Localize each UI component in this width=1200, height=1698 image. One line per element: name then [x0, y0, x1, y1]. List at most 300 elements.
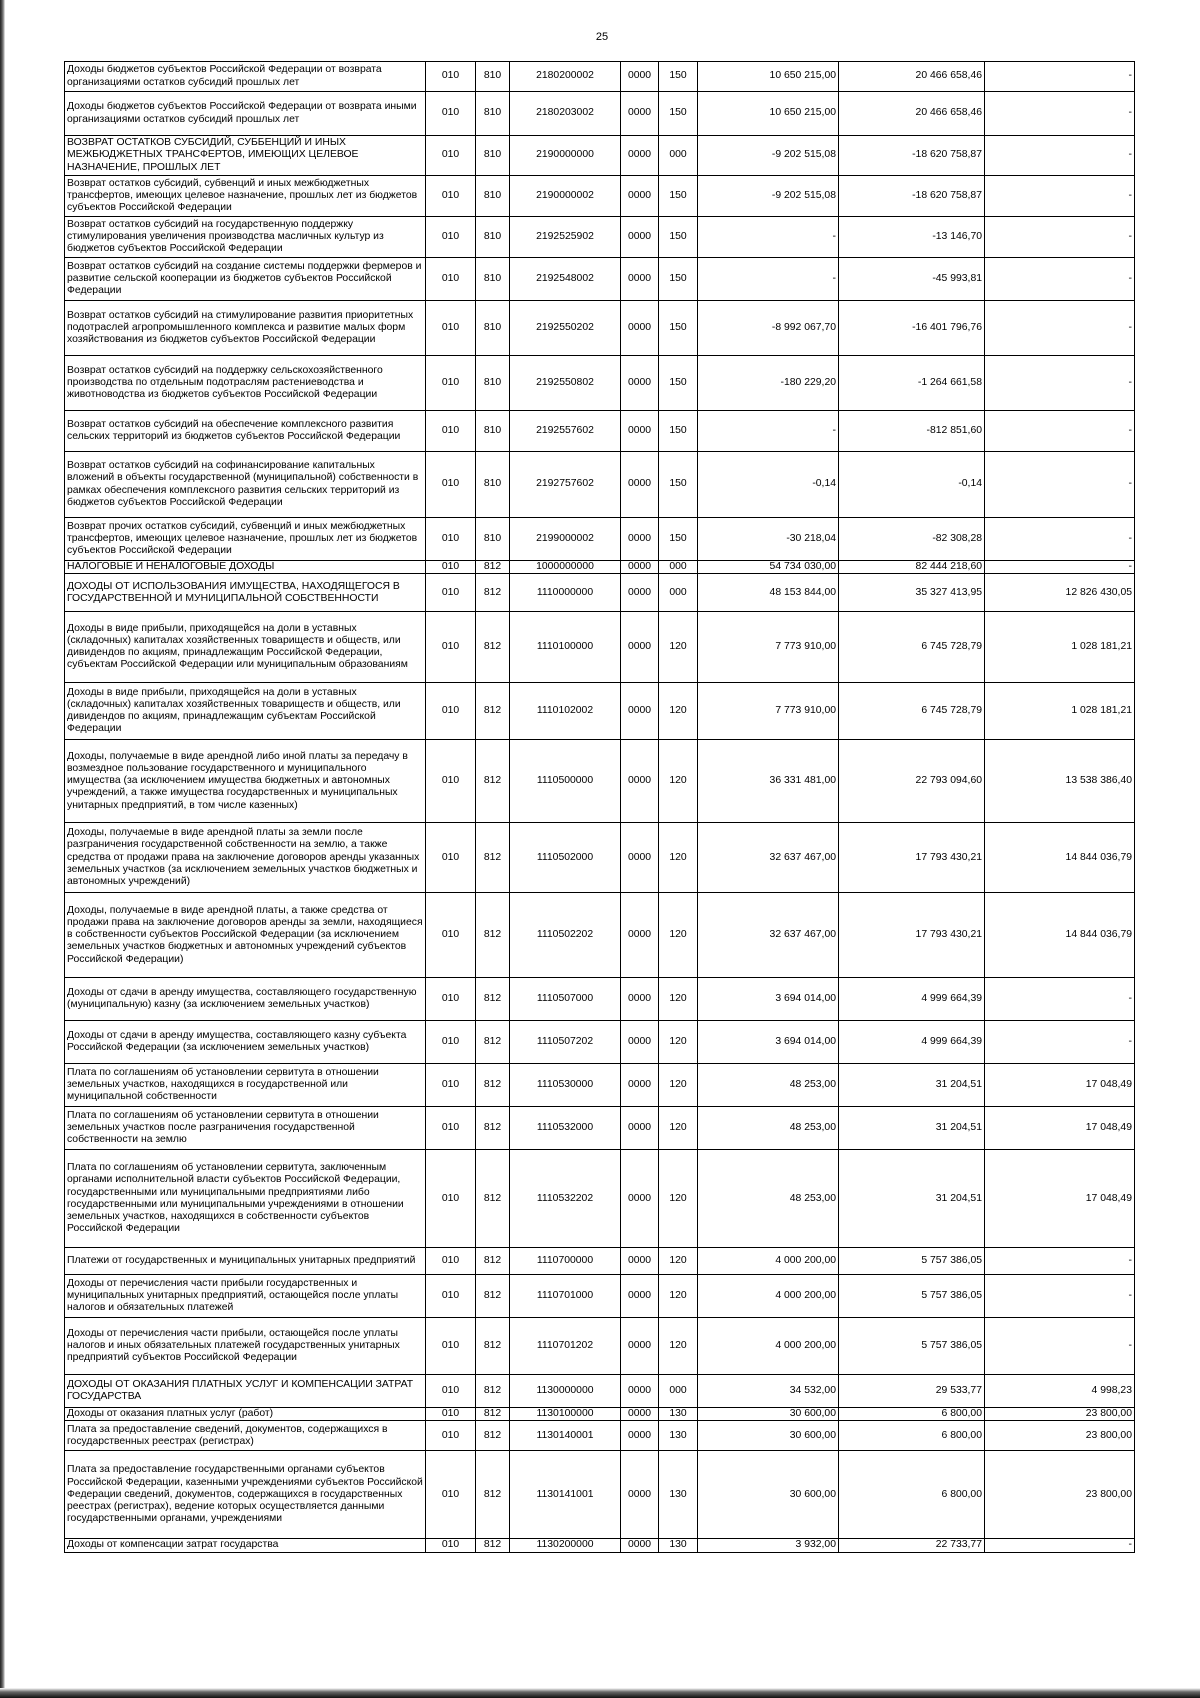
row-code-1: 010 [426, 1408, 476, 1421]
row-code-1: 010 [426, 136, 476, 176]
table-row [65, 1421, 1135, 1451]
table-row [65, 978, 1135, 1021]
row-code-3: 1110532202 [510, 1150, 621, 1248]
row-value-1: 48 253,00 [698, 1150, 839, 1248]
row-code-3: 2180203002 [510, 92, 621, 136]
row-code-4: 0000 [621, 1421, 659, 1451]
table-row [65, 1408, 1135, 1421]
row-code-4: 0000 [621, 1021, 659, 1064]
row-value-3: - [985, 1275, 1135, 1318]
row-value-3: 1 028 181,21 [985, 683, 1135, 740]
row-value-3: - [985, 1021, 1135, 1064]
row-code-1: 010 [426, 1064, 476, 1107]
row-value-3: - [985, 176, 1135, 217]
row-code-3: 2192757602 [510, 452, 621, 518]
row-value-2: 22 733,77 [839, 1539, 985, 1552]
row-value-3: - [985, 978, 1135, 1021]
row-name: Плата за предоставление государственными органами субъектов Российской Федерации, казенными учреждениями субъектов Российской Федерации сведений, документов, содержащихся в государственных реестрах (регистрах), ведение которых осуществляется данными государственными органами, учреждениями [65, 1451, 426, 1539]
row-code-3: 1110507202 [510, 1021, 621, 1064]
row-code-2: 810 [476, 411, 510, 452]
row-value-3: 12 826 430,05 [985, 574, 1135, 612]
row-value-2: 31 204,51 [839, 1107, 985, 1150]
row-value-1: 4 000 200,00 [698, 1275, 839, 1318]
row-name: Доходы от перечисления части прибыли, остающейся после уплаты налогов и иных обязательных платежей государственных унитарных предприятий субъектов Российской Федерации [65, 1318, 426, 1375]
row-value-1: -0,14 [698, 452, 839, 518]
row-code-3: 1110102002 [510, 683, 621, 740]
row-code-3: 2192550202 [510, 301, 621, 356]
row-value-1: 7 773 910,00 [698, 612, 839, 683]
row-code-4: 0000 [621, 1539, 659, 1552]
row-code-3: 1110701202 [510, 1318, 621, 1375]
row-value-3: - [985, 518, 1135, 561]
row-code-5: 000 [659, 1375, 698, 1408]
row-code-2: 812 [476, 1375, 510, 1408]
row-value-1: 7 773 910,00 [698, 683, 839, 740]
row-value-3: 23 800,00 [985, 1451, 1135, 1539]
row-code-3: 2190000000 [510, 136, 621, 176]
row-code-1: 010 [426, 62, 476, 92]
row-name: НАЛОГОВЫЕ И НЕНАЛОГОВЫЕ ДОХОДЫ [65, 561, 426, 574]
row-code-2: 812 [476, 893, 510, 978]
row-value-1: 4 000 200,00 [698, 1248, 839, 1275]
row-code-4: 0000 [621, 217, 659, 258]
row-value-2: -0,14 [839, 452, 985, 518]
row-code-5: 150 [659, 176, 698, 217]
row-value-3: - [985, 1539, 1135, 1552]
row-code-2: 810 [476, 92, 510, 136]
row-code-4: 0000 [621, 1248, 659, 1275]
row-code-3: 1110000000 [510, 574, 621, 612]
row-value-3: 4 998,23 [985, 1375, 1135, 1408]
row-value-2: 31 204,51 [839, 1064, 985, 1107]
row-name: ДОХОДЫ ОТ ОКАЗАНИЯ ПЛАТНЫХ УСЛУГ И КОМПЕНСАЦИИ ЗАТРАТ ГОСУДАРСТВА [65, 1375, 426, 1408]
row-code-5: 150 [659, 217, 698, 258]
row-code-2: 812 [476, 683, 510, 740]
row-code-2: 812 [476, 1539, 510, 1552]
row-code-2: 812 [476, 574, 510, 612]
table-row [65, 301, 1135, 356]
row-code-4: 0000 [621, 411, 659, 452]
row-code-2: 812 [476, 1275, 510, 1318]
row-code-4: 0000 [621, 136, 659, 176]
row-code-5: 120 [659, 978, 698, 1021]
row-code-5: 150 [659, 411, 698, 452]
row-value-1: 30 600,00 [698, 1408, 839, 1421]
row-code-4: 0000 [621, 740, 659, 823]
row-code-5: 000 [659, 574, 698, 612]
row-value-2: -18 620 758,87 [839, 176, 985, 217]
row-value-1: -30 218,04 [698, 518, 839, 561]
row-name: Возврат остатков субсидий на стимулирование развития приоритетных подотраслей агропромышленного комплекса и развитие малых форм хозяйствования из бюджетов субъектов Российской Федерации [65, 301, 426, 356]
row-code-1: 010 [426, 356, 476, 411]
row-value-3: - [985, 411, 1135, 452]
row-name: Плата по соглашениям об установлении сервитута, заключенным органами исполнительной власти субъектов Российской Федерации, государственными или муниципальными предприятиями либо государственными или муниципальными учреждениями в отношении земельных участков, находящихся в собственности субъектов Российской Федерации [65, 1150, 426, 1248]
row-code-1: 010 [426, 574, 476, 612]
row-code-4: 0000 [621, 1275, 659, 1318]
row-code-4: 0000 [621, 1318, 659, 1375]
row-code-3: 1110500000 [510, 740, 621, 823]
row-code-1: 010 [426, 92, 476, 136]
row-code-2: 810 [476, 518, 510, 561]
row-value-3: 17 048,49 [985, 1064, 1135, 1107]
row-code-5: 120 [659, 823, 698, 893]
row-code-1: 010 [426, 1451, 476, 1539]
table-row [65, 1375, 1135, 1408]
row-code-1: 010 [426, 411, 476, 452]
row-code-3: 1130141001 [510, 1451, 621, 1539]
row-value-1: -9 202 515,08 [698, 176, 839, 217]
row-code-3: 1130100000 [510, 1408, 621, 1421]
row-value-3: 17 048,49 [985, 1107, 1135, 1150]
row-name: Возврат остатков субсидий на создание системы поддержки фермеров и развитие сельской кооперации из бюджетов субъектов Российской Федерации [65, 258, 426, 301]
row-value-2: 5 757 386,05 [839, 1275, 985, 1318]
row-code-1: 010 [426, 176, 476, 217]
table-row [65, 217, 1135, 258]
row-value-2: 31 204,51 [839, 1150, 985, 1248]
row-code-5: 150 [659, 301, 698, 356]
row-code-3: 1110532000 [510, 1107, 621, 1150]
row-code-4: 0000 [621, 893, 659, 978]
row-code-5: 120 [659, 1107, 698, 1150]
row-value-2: 6 800,00 [839, 1451, 985, 1539]
row-value-1: 3 694 014,00 [698, 1021, 839, 1064]
row-value-2: 6 745 728,79 [839, 612, 985, 683]
row-value-3: - [985, 356, 1135, 411]
row-code-2: 810 [476, 62, 510, 92]
row-value-3: - [985, 1248, 1135, 1275]
row-value-3: 13 538 386,40 [985, 740, 1135, 823]
row-code-5: 120 [659, 612, 698, 683]
row-code-3: 1130000000 [510, 1375, 621, 1408]
row-name: Возврат остатков субсидий, субвенций и иных межбюджетных трансфертов, имеющих целевое назначение, прошлых лет из бюджетов субъектов Российской Федерации [65, 176, 426, 217]
row-code-4: 0000 [621, 1107, 659, 1150]
row-value-1: - [698, 217, 839, 258]
row-code-3: 1110100000 [510, 612, 621, 683]
row-code-1: 010 [426, 452, 476, 518]
row-code-4: 0000 [621, 301, 659, 356]
row-code-3: 2180200002 [510, 62, 621, 92]
row-code-1: 010 [426, 1150, 476, 1248]
row-value-1: 30 600,00 [698, 1421, 839, 1451]
row-value-1: 48 153 844,00 [698, 574, 839, 612]
table-row [65, 612, 1135, 683]
row-name: Возврат остатков субсидий на софинансирование капитальных вложений в объекты государственной (муниципальной) собственности в рамках обеспечения комплексного развития сельских территорий из бюджетов субъектов Российской Федерации [65, 452, 426, 518]
row-value-1: 54 734 030,00 [698, 561, 839, 574]
row-name: Возврат остатков субсидий на государственную поддержку стимулирования увеличения производства масличных культур из бюджетов субъектов Российской Федерации [65, 217, 426, 258]
row-code-1: 010 [426, 1275, 476, 1318]
row-value-2: -45 993,81 [839, 258, 985, 301]
row-value-2: -18 620 758,87 [839, 136, 985, 176]
row-value-2: -16 401 796,76 [839, 301, 985, 356]
row-value-2: -812 851,60 [839, 411, 985, 452]
row-code-1: 010 [426, 683, 476, 740]
row-code-4: 0000 [621, 1408, 659, 1421]
row-code-5: 120 [659, 1150, 698, 1248]
row-code-5: 120 [659, 893, 698, 978]
row-value-2: 5 757 386,05 [839, 1248, 985, 1275]
row-code-4: 0000 [621, 92, 659, 136]
row-code-1: 010 [426, 1248, 476, 1275]
table-row [65, 1150, 1135, 1248]
row-name: Возврат остатков субсидий на обеспечение комплексного развития сельских территорий из бюджетов субъектов Российской Федерации [65, 411, 426, 452]
row-value-3: 17 048,49 [985, 1150, 1135, 1248]
row-value-3: - [985, 92, 1135, 136]
row-value-3: 1 028 181,21 [985, 612, 1135, 683]
row-name: Платежи от государственных и муниципальных унитарных предприятий [65, 1248, 426, 1275]
row-value-2: 6 745 728,79 [839, 683, 985, 740]
row-code-5: 120 [659, 683, 698, 740]
row-code-2: 812 [476, 1064, 510, 1107]
row-code-1: 010 [426, 258, 476, 301]
page-number: 25 [595, 31, 609, 43]
row-value-1: 10 650 215,00 [698, 62, 839, 92]
row-name: ДОХОДЫ ОТ ИСПОЛЬЗОВАНИЯ ИМУЩЕСТВА, НАХОДЯЩЕГОСЯ В ГОСУДАРСТВЕННОЙ И МУНИЦИПАЛЬНОЙ СОБСТВЕННОСТИ [65, 574, 426, 612]
scan-edge-left [0, 0, 5, 1698]
row-value-3: - [985, 452, 1135, 518]
row-value-2: 6 800,00 [839, 1408, 985, 1421]
row-code-2: 812 [476, 1451, 510, 1539]
row-value-2: 4 999 664,39 [839, 1021, 985, 1064]
row-value-2: 35 327 413,95 [839, 574, 985, 612]
row-name: Доходы от компенсации затрат государства [65, 1539, 426, 1552]
row-value-2: 4 999 664,39 [839, 978, 985, 1021]
row-code-4: 0000 [621, 518, 659, 561]
row-code-3: 1130140001 [510, 1421, 621, 1451]
row-code-3: 1110502202 [510, 893, 621, 978]
row-code-3: 1130200000 [510, 1539, 621, 1552]
row-value-1: 30 600,00 [698, 1451, 839, 1539]
table-row [65, 1451, 1135, 1539]
row-code-3: 1110530000 [510, 1064, 621, 1107]
row-name: Доходы, получаемые в виде арендной платы за земли после разграничения государственной собственности на землю, а также средства от продажи права на заключение договоров аренды указанных земельных участков (за исключением земельных участков бюджетных и автономных учреждений) [65, 823, 426, 893]
table-row [65, 1064, 1135, 1107]
row-value-3: - [985, 561, 1135, 574]
row-code-5: 130 [659, 1421, 698, 1451]
table-row [65, 1318, 1135, 1375]
table-row [65, 356, 1135, 411]
row-code-5: 150 [659, 518, 698, 561]
row-code-5: 120 [659, 740, 698, 823]
row-code-2: 812 [476, 1421, 510, 1451]
row-value-2: 22 793 094,60 [839, 740, 985, 823]
row-code-2: 810 [476, 258, 510, 301]
row-name: Возврат прочих остатков субсидий, субвенций и иных межбюджетных трансфертов, имеющих целевое назначение, прошлых лет из бюджетов субъектов Российской Федерации [65, 518, 426, 561]
row-value-1: 36 331 481,00 [698, 740, 839, 823]
row-value-2: 17 793 430,21 [839, 893, 985, 978]
row-value-3: - [985, 217, 1135, 258]
row-code-4: 0000 [621, 356, 659, 411]
table-row [65, 452, 1135, 518]
row-value-1: 10 650 215,00 [698, 92, 839, 136]
row-code-3: 1110700000 [510, 1248, 621, 1275]
row-code-2: 810 [476, 356, 510, 411]
row-code-2: 810 [476, 301, 510, 356]
row-code-1: 010 [426, 1375, 476, 1408]
row-code-2: 812 [476, 1318, 510, 1375]
row-code-2: 812 [476, 1021, 510, 1064]
row-code-1: 010 [426, 301, 476, 356]
table-row [65, 823, 1135, 893]
row-code-5: 120 [659, 1275, 698, 1318]
row-code-1: 010 [426, 1421, 476, 1451]
row-code-1: 010 [426, 518, 476, 561]
row-code-1: 010 [426, 740, 476, 823]
row-code-1: 010 [426, 561, 476, 574]
row-value-1: 32 637 467,00 [698, 893, 839, 978]
table-row [65, 136, 1135, 176]
row-code-4: 0000 [621, 258, 659, 301]
row-code-2: 812 [476, 1150, 510, 1248]
table-row [65, 740, 1135, 823]
table-row [65, 561, 1135, 574]
row-value-1: -9 202 515,08 [698, 136, 839, 176]
row-code-5: 130 [659, 1408, 698, 1421]
row-code-3: 2190000002 [510, 176, 621, 217]
row-name: Плата по соглашениям об установлении сервитута в отношении земельных участков, находящихся в государственной или муниципальной собственности [65, 1064, 426, 1107]
row-name: ВОЗВРАТ ОСТАТКОВ СУБСИДИЙ, СУББЕНЦИЙ И ИНЫХ МЕЖБЮДЖЕТНЫХ ТРАНСФЕРТОВ, ИМЕЮЩИХ ЦЕЛЕВОЕ НАЗНАЧЕНИЕ, ПРОШЛЫХ ЛЕТ [65, 136, 426, 176]
row-code-5: 130 [659, 1451, 698, 1539]
row-code-1: 010 [426, 1539, 476, 1552]
row-code-3: 2192548002 [510, 258, 621, 301]
revenue-table [64, 61, 1135, 1553]
table-row [65, 1275, 1135, 1318]
row-value-3: - [985, 301, 1135, 356]
row-value-3: - [985, 258, 1135, 301]
row-code-1: 010 [426, 978, 476, 1021]
scan-edge-bottom [0, 1688, 1200, 1698]
row-code-2: 812 [476, 978, 510, 1021]
row-code-5: 150 [659, 92, 698, 136]
row-value-3: 14 844 036,79 [985, 823, 1135, 893]
row-value-2: -1 264 661,58 [839, 356, 985, 411]
row-code-4: 0000 [621, 452, 659, 518]
row-name: Доходы, получаемые в виде арендной либо иной платы за передачу в возмездное пользование государственного и муниципального имущества (за исключением имущества бюджетных и автономных учреждений, а также имущества государственных и муниципальных унитарных предприятий, в том числе казенных) [65, 740, 426, 823]
row-value-1: 48 253,00 [698, 1064, 839, 1107]
table-row [65, 62, 1135, 92]
row-code-4: 0000 [621, 1375, 659, 1408]
row-name: Доходы в виде прибыли, приходящейся на доли в уставных (складочных) капиталах хозяйственных товариществ и обществ, или дивидендов по акциям, принадлежащим субъектам Российской Федерации [65, 683, 426, 740]
row-code-5: 150 [659, 356, 698, 411]
row-name: Доходы от перечисления части прибыли государственных и муниципальных унитарных предприятий, остающейся после уплаты налогов и обязательных платежей [65, 1275, 426, 1318]
row-code-3: 1000000000 [510, 561, 621, 574]
row-code-2: 812 [476, 1408, 510, 1421]
table-row [65, 893, 1135, 978]
row-code-1: 010 [426, 823, 476, 893]
row-code-5: 000 [659, 136, 698, 176]
row-value-1: 3 694 014,00 [698, 978, 839, 1021]
table-row [65, 1539, 1135, 1552]
row-code-5: 150 [659, 62, 698, 92]
table-row [65, 574, 1135, 612]
row-code-1: 010 [426, 1318, 476, 1375]
row-value-2: 82 444 218,60 [839, 561, 985, 574]
table-row [65, 176, 1135, 217]
row-code-1: 010 [426, 1107, 476, 1150]
row-code-3: 2199000002 [510, 518, 621, 561]
row-value-1: 34 532,00 [698, 1375, 839, 1408]
row-code-5: 150 [659, 452, 698, 518]
row-code-4: 0000 [621, 612, 659, 683]
row-name: Доходы, получаемые в виде арендной платы, а также средства от продажи права на заключение договоров аренды за земли, находящиеся в собственности субъектов Российской Федерации (за исключением земельных участков бюджетных и автономных учреждений субъектов Российской Федерации) [65, 893, 426, 978]
row-value-2: -82 308,28 [839, 518, 985, 561]
row-value-3: 23 800,00 [985, 1408, 1135, 1421]
row-code-1: 010 [426, 1021, 476, 1064]
table-row [65, 518, 1135, 561]
row-code-2: 812 [476, 561, 510, 574]
table-row [65, 258, 1135, 301]
row-value-2: 17 793 430,21 [839, 823, 985, 893]
row-code-1: 010 [426, 612, 476, 683]
row-value-2: 20 466 658,46 [839, 62, 985, 92]
row-value-1: 48 253,00 [698, 1107, 839, 1150]
row-value-3: 14 844 036,79 [985, 893, 1135, 978]
row-code-2: 812 [476, 1107, 510, 1150]
table-row [65, 1248, 1135, 1275]
row-code-4: 0000 [621, 574, 659, 612]
row-code-5: 120 [659, 1021, 698, 1064]
row-code-2: 812 [476, 740, 510, 823]
row-code-4: 0000 [621, 176, 659, 217]
row-value-2: 20 466 658,46 [839, 92, 985, 136]
row-code-3: 2192525902 [510, 217, 621, 258]
row-code-4: 0000 [621, 683, 659, 740]
row-code-5: 120 [659, 1248, 698, 1275]
row-code-2: 812 [476, 612, 510, 683]
row-value-2: 5 757 386,05 [839, 1318, 985, 1375]
row-code-3: 2192557602 [510, 411, 621, 452]
table-row [65, 1021, 1135, 1064]
row-value-1: 32 637 467,00 [698, 823, 839, 893]
row-code-4: 0000 [621, 1064, 659, 1107]
row-code-3: 1110701000 [510, 1275, 621, 1318]
row-value-1: -8 992 067,70 [698, 301, 839, 356]
row-code-1: 010 [426, 893, 476, 978]
table-row [65, 683, 1135, 740]
row-code-2: 812 [476, 823, 510, 893]
row-code-5: 120 [659, 1064, 698, 1107]
table-row [65, 92, 1135, 136]
row-value-3: - [985, 62, 1135, 92]
row-name: Плата по соглашениям об установлении сервитута в отношении земельных участков после разграничения государственной собственности на землю [65, 1107, 426, 1150]
row-value-1: - [698, 258, 839, 301]
row-code-2: 810 [476, 452, 510, 518]
row-name: Доходы бюджетов субъектов Российской Федерации от возврата организациями остатков субсидий прошлых лет [65, 62, 426, 92]
row-value-1: - [698, 411, 839, 452]
row-code-2: 810 [476, 176, 510, 217]
row-code-4: 0000 [621, 1150, 659, 1248]
row-value-2: 29 533,77 [839, 1375, 985, 1408]
row-code-4: 0000 [621, 823, 659, 893]
row-code-2: 812 [476, 1248, 510, 1275]
row-code-4: 0000 [621, 978, 659, 1021]
row-code-1: 010 [426, 217, 476, 258]
row-code-5: 120 [659, 1318, 698, 1375]
row-value-3: - [985, 1318, 1135, 1375]
row-code-5: 000 [659, 561, 698, 574]
row-name: Возврат остатков субсидий на поддержку сельскохозяйственного производства по отдельным подотраслям растениеводства и животноводства из бюджетов субъектов Российской Федерации [65, 356, 426, 411]
row-value-2: 6 800,00 [839, 1421, 985, 1451]
row-name: Доходы бюджетов субъектов Российской Федерации от возврата иными организациями остатков субсидий прошлых лет [65, 92, 426, 136]
row-value-1: 3 932,00 [698, 1539, 839, 1552]
row-code-4: 0000 [621, 1451, 659, 1539]
row-name: Доходы от оказания платных услуг (работ) [65, 1408, 426, 1421]
row-code-5: 130 [659, 1539, 698, 1552]
row-value-1: 4 000 200,00 [698, 1318, 839, 1375]
row-code-4: 0000 [621, 62, 659, 92]
row-name: Плата за предоставление сведений, документов, содержащихся в государственных реестрах (регистрах) [65, 1421, 426, 1451]
row-code-5: 150 [659, 258, 698, 301]
row-code-4: 0000 [621, 561, 659, 574]
